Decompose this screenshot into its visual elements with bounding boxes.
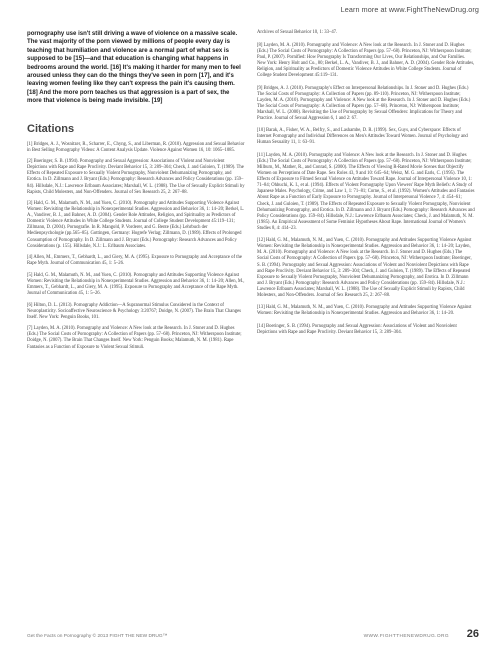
citation-item: [13] Hald, G. M., Malamuth, N. M., and Yuen, C. (2010). Pornography and Attitudes Supporting Violence Against Women: Revisiting the Relationship in Nonexperimental Studies. Aggression and Behavior 36, 1: 14–20.	[257, 305, 472, 317]
citation-item: [14] Boeringer, S. B. (1994). Pornography and Sexual Aggression: Associations of Violent and Nonviolent Depictions with Rape and Rape Proclivity. Deviant Behavior 15, 3: 289–304.	[257, 324, 457, 336]
citation-item: [3] Hald, G. M., Malamuth, N. M., and Yuen, C. (2010). Pornography and Attitudes Supporting Violence Against Women: Revisiting the Relationship in Nonexperimental Studies. Aggression and Behavior 36, 1: 14–20; Berkel, L. A., Vandiver, B. J., and Bahner, A. D. (2004). Gender Role Attitudes, Religion, and Spirituality as Predictors of Domestic Violence Attitudes in White College Students. Journal of College Student Development 45:119–131; Zillmann, D. (2004). Pornografie. In R. Mangold, P. Vorderer, and G. Bente (Eds.) Lehrbuch der Medienpsychologie (pp.565–85). Gottingen, Germany: Hogrefe Verlag; Zillmann, D. (1989). Effects of Prolonged Consumption of Pornography. In D. Zillmann and J. Bryant (Eds.) Pornography: Research Advances and Policy Considerations (p. 155). Hillsdale, N.J.: L. Erlbaum Associates.	[27, 201, 245, 249]
citation-item: [4] Allen, M., Emmers, T., Gebhardt, L., and Giery, M. A. (1995). Exposure to Pornography and Acceptance of the Rape Myth. Journal of Communication 45, 1: 5–26.	[27, 255, 242, 267]
citations-heading: Citations	[27, 122, 75, 135]
citation-item: [8] Layden, M. A. (2010). Pornography and Violence: A New look at the Research. In J. Stoner and D. Hughes (Eds.) The Social Costs of Pornography: A Collection of Papers (pp. 57–68). Princeton, NJ: Witherspoon Institute; Paul, P. (2007). Pornified: How Pornography Is Transforming Our Lives, Our Relationships, and Our Families. New York: Henry Holt and Co., 80; Berkel, L. A., Vandiver, B. J., and Bahner, A. D. (2004). Gender Role Attitudes, Religion, and Spirituality as Predictors of Domestic Violence Attitudes in White College Students. Journal of College Student Development 45:119–131.	[257, 42, 475, 78]
footer-site-link[interactable]: WWW.FIGHTTHENEWDRUG.ORG	[363, 634, 449, 639]
citation-item: [2] Boeringer, S. B. (1994). Pornography and Sexual Aggression: Associations of Violent and Nonviolent Depictions with Rape and Rape Proclivity. Deviant Behavior 15, 3: 289–304; Check, J. and Guloien, T. (1989). The Effects of Repeated Exposure to Sexually Violent Pornography, Nonviolent Dehumanizing Pornography, and Erotica. In D. Zillmann and J. Bryant (Eds.) Pornography: Research Advances and Policy Considerations (pp. 159–84). Hillsdale, N.J.: Lawrence Erlbaum Associates; Marshall, W. L. (1988). The Use of Sexually Explicit Stimuli by Rapists, Child Molesters, and Non-Offenders. Journal of Sex Research 25, 2: 267–88.	[27, 159, 245, 195]
page-footer	[0, 625, 500, 647]
citation-item: [5] Hald, G. M., Malamuth, N. M., and Yuen, C. (2010). Pornography and Attitudes Supporting Violence Against Women: Revisiting the Relationship in Nonexperimental Studies. Aggression and Behavior 36, 1: 14–20; Allen, M., Emmers, T., Gebhardt, L., and Giery, M. A. (1995). Exposure to Pornography and Acceptance of the Rape Myth. Journal of Communication 45, 1: 5–26.	[27, 272, 245, 297]
citation-item: [7] Layden, M. A. (2010). Pornography and Violence: A New look at the Research. In J. Stoner and D. Hughes (Eds.) The Social Costs of Pornography: A Collection of Papers (pp. 57–68). Princeton, NJ: Witherspoon Institute; Doidge, N. (2007). The Brain That Changes Itself. New York: Penguin Books; Malamuth, N. M. (1981). Rape Fantasies as a Function of Exposure to Violent Sexual Stimuli.	[27, 326, 242, 350]
page-number: 26	[466, 628, 479, 640]
intro-paragraph: pornography use isn't still driving a wave of violence on a massive scale. The vast majority of the porn viewed by millions of people every day is teaching that humiliation and violence are a normal part of what sex is supposed to be [15]—and that education is changing what happens in bedrooms around the world. [16] It's making it harder for many men to feel aroused unless they can do the things they've seen in porn [17], and it's leaving women feeling like they can't express the pain it's causing them. [18] And the more porn teaches us that aggression is a part of sex, the more that violence is being made invisible. [19]	[27, 31, 241, 105]
citation-item: [1] Bridges, A. J., Wosnitzer, R., Scharrer, E., Chyng, S., and Liberman, R. (2010). Aggression and Sexual Behavior in Best Selling Pornography Videos: A Content Analysis Update. Violence Against Women 16, 10: 1065–1085.	[27, 141, 245, 153]
citation-item: [10] Barak, A., Fisher, W. A., Belfry, S., and Lashambe, D. R. (1999). Sex, Guys, and Cyberspace: Effects of Internet Pornography and Individual Differences on Men's Attitudes Toward Women. Journal of Psychology and Human Sexuality 11, 1: 63–91.	[257, 128, 468, 146]
citation-item: [11] Layden, M. A. (2010). Pornography and Violence: A New look at the Research. In J. Stoner and D. Hughes (Eds.) The Social Costs of Pornography: A Collection of Papers (pp. 57–68). Princeton, NJ: Witherspoon Institute; Milburn, M., Mather, R., and Conrad, S. (2000). The Effects of Viewing R-Rated Movie Scenes that Objectify Women on Perceptions of Date Rape. Sex Roles 43, 9 and 10: 645–64; Weisz, M. G. and Earls, C. (1995). The Effects of Exposure to Filmed Sexual Violence on Attitudes Toward Rape. Journal of Interpersonal Violence 10, 1: 71–84; Ohbuchi, K. I., et al. (1994). Effects of Violent Pornography Upon Viewers' Rape Myth Beliefs: A Study of Japanese Males. Psychology, Crime, and Law 1, 1: 71–81; Corne, S., et al. (1992). Women's Attitudes and Fantasies About Rape as a Function of Early Exposure to Pornography. Journal of Interpersonal Violence 7, 4: 454–61; Check, J. and Guloien, T. (1989). The Effects of Repeated Exposure to Sexually Violent Pornography, Nonviolent Dehumanizing Pornography, and Erotica. In D. Zillmann and J. Bryant (Eds.) Pornography: Research Advances and Policy Considerations (pp. 159–84). Hillsdale, N.J.: Lawrence Erlbaum Associates; Check, J. and Malamuth, N. M. (1985). An Empirical Assessment of Some Feminist Hypotheses About Rape. International Journal of Women's Studies 8, 4: 414–23.	[257, 153, 475, 231]
footer-copyright: Get the Facts on Pornography © 2013 FIGHT THE NEW DRUG™	[27, 634, 168, 639]
header-site-link[interactable]: Learn more at www.FightTheNewDrug.org	[340, 5, 479, 14]
citation-item: [9] Bridges, A. J. (2010). Pornography's Effect on Interpersonal Relationships. In J. Stoner and D. Hughes (Eds.) The Social Costs of Pornography: A Collection of Papers (pp. 89-110). Princeton, NJ: Witherspoon Institute; Layden, M. A. (2010). Pornography and Violence: A New look at the Research. In J. Stoner and D. Hughes (Eds.) The Social Costs of Pornography: A Collection of Papers (pp. 57–68). Princeton, NJ: Witherspoon Institute; Marshall, W. L. (2000). Revisiting the Use of Pornography by Sexual Offenders: Implications for Theory and Practice. Journal of Sexual Aggression 6, 1 and 2: 67.	[257, 85, 471, 121]
citation-item: Archives of Sexual Behavior 10, 1: 33–47.	[257, 30, 338, 35]
left-column	[27, 30, 245, 356]
citation-item: [6] Hilton, D. L. (2013). Pornography Addiction—A Supranormal Stimulus Considered in the Context of Neuroplasticity. Socioaffective Neuroscience & Psychology 3:20767; Doidge, N. (2007). The Brain That Changes Itself. New York: Penguin Books, 101.	[27, 302, 241, 320]
citation-item: [12] Hald, G. M., Malamuth, N. M., and Yuen, C. (2010). Pornography and Attitudes Supporting Violence Against Women: Revisiting the Relationship in Nonexperimental Studies. Aggression and Behavior 36, 1: 14–20; Layden, M. A. (2010). Pornography and Violence: A New look at the Research. In J. Stoner and D. Hughes (Eds.) The Social Costs of Pornography: A Collection of Papers (pp. 57–68). Princeton, NJ: Witherspoon Institute; Boeringer, S. B. (1994). Pornography and Sexual Aggression: Associations of Violent and Nonviolent Depictions with Rape and Rape Proclivity. Deviant Behavior 15, 3: 289–304; Check, J. and Guloien, T. (1989). The Effects of Repeated Exposure to Sexually Violent Pornography, Nonviolent Dehumanizing Pornography, and Erotica. In D. Zillmann and J. Bryant (Eds.) Pornography: Research Advances and Policy Considerations (pp. 159–84). Hillsdale, N.J.: Lawrence Erlbaum Associates; Marshall, W. L. (1988). The Use of Sexually Explicit Stimuli by Rapists, Child Molesters, and Non-Offenders. Journal of Sex Research 25, 2: 267–88.	[257, 238, 472, 298]
right-column	[257, 30, 475, 343]
